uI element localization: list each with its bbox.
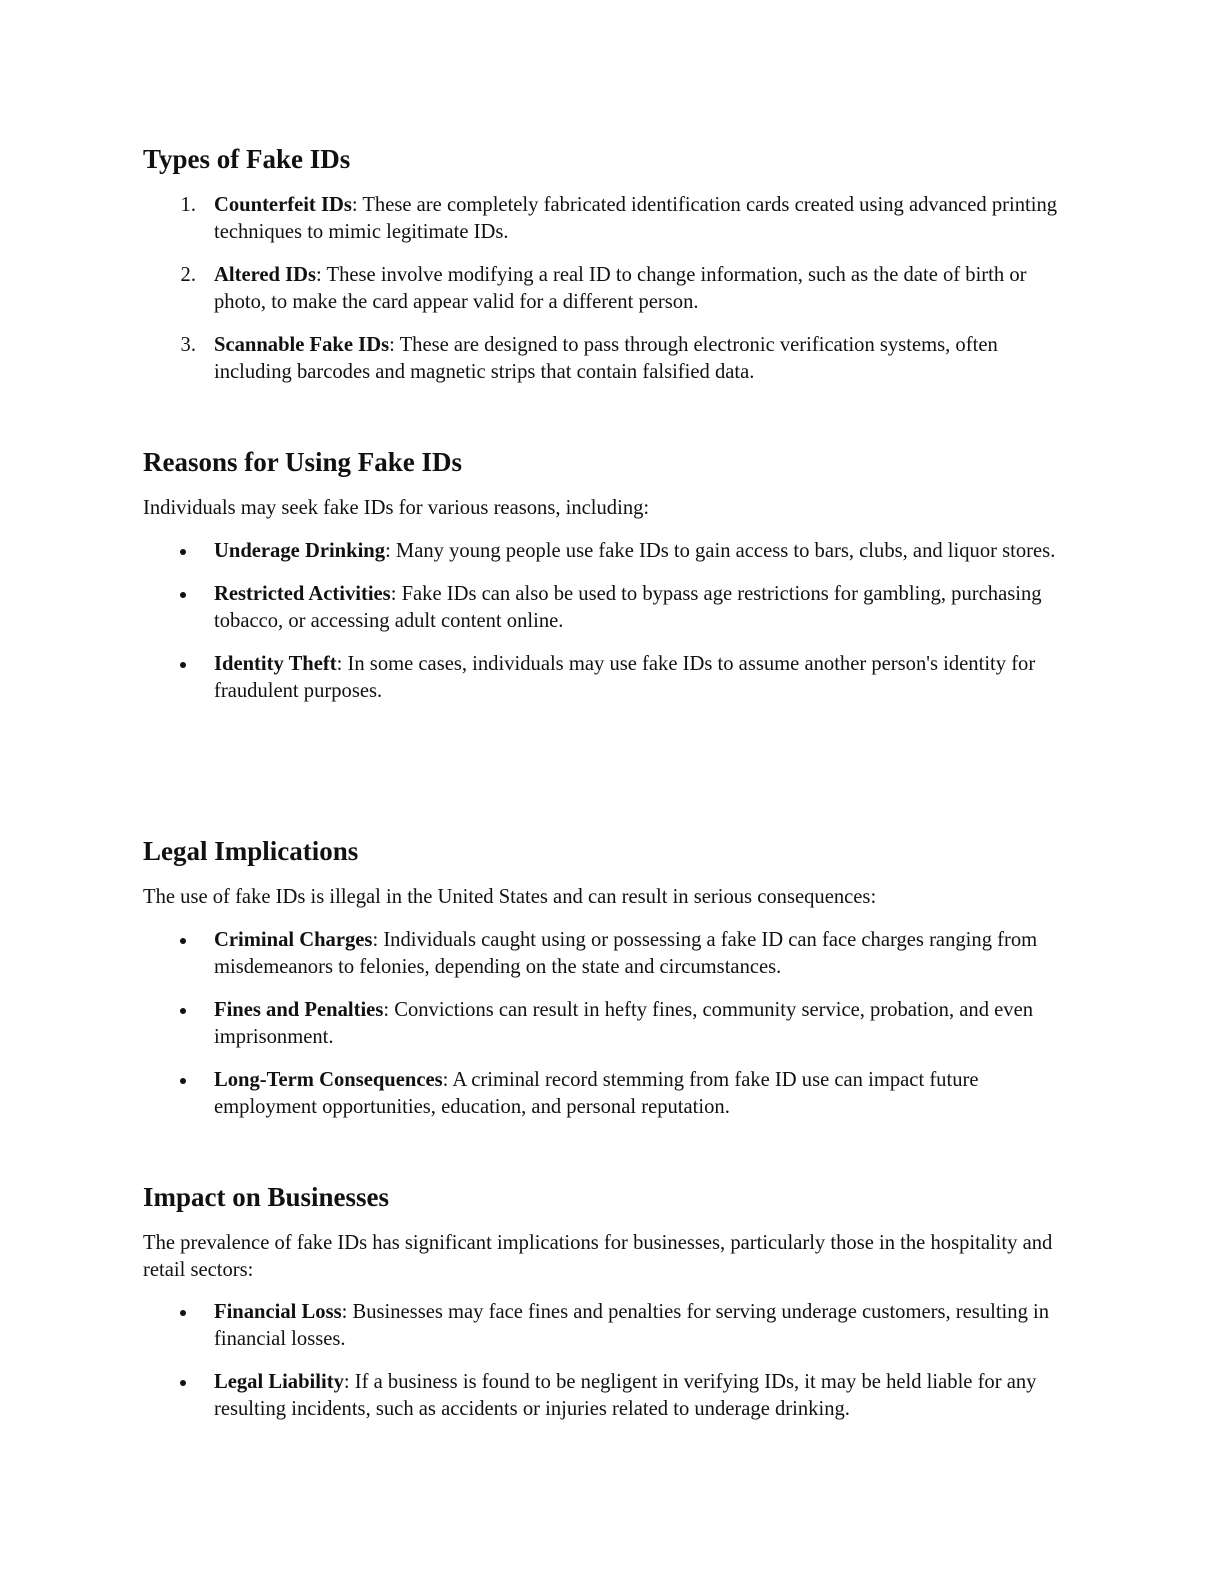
bullet-icon: [180, 1380, 186, 1386]
bullet-list-business: [0, 1299, 1064, 1439]
list-item-text: : These are completely fabricated identification cards created using advanced printing techniques to mimic legitimate IDs.: [214, 194, 1058, 243]
bullet-icon: [180, 938, 186, 944]
bullet-icon: [180, 1008, 186, 1014]
bullet-icon: [180, 1078, 186, 1084]
section-intro: The prevalence of fake IDs has significant implications for businesses, particularly those in the hospitality and retail sectors:: [143, 1232, 1053, 1281]
bullet-icon: [180, 662, 186, 668]
section-heading-types: Types of Fake IDs: [143, 144, 351, 174]
list-item-term: Underage Drinking: [214, 540, 386, 562]
list-item-text: : Individuals caught using or possessing a fake ID can face charges ranging from misdemeanors to felonies, depending on the state and circumstances.: [214, 929, 1038, 978]
list-item: [0, 1369, 1064, 1423]
list-item-term: Scannable Fake IDs: [214, 334, 390, 356]
bullet-list-legal: [0, 927, 1064, 1137]
list-item-text: : These involve modifying a real ID to change information, such as the date of birth or photo, to make the card appear valid for a different person.: [214, 264, 1027, 313]
list-item-term: Financial Loss: [214, 1301, 342, 1323]
list-item-text: : If a business is found to be negligent in verifying IDs, it may be held liable for any resulting incidents, such as accidents or injuries related to underage drinking.: [214, 1371, 1037, 1420]
bullet-icon: [180, 592, 186, 598]
list-item: [0, 581, 1064, 635]
list-item: [0, 262, 1064, 316]
list-number: 1.: [180, 194, 196, 216]
list-item-term: Long-Term Consequences: [214, 1069, 443, 1091]
list-item: [0, 192, 1064, 246]
list-item-text: : Convictions can result in hefty fines, community service, probation, and even imprisonment.: [214, 999, 1034, 1048]
bullet-list-reasons: [0, 538, 1064, 721]
list-item: [0, 927, 1064, 981]
section-heading-legal: Legal Implications: [143, 836, 359, 866]
list-item-term: Altered IDs: [214, 264, 317, 286]
list-item-term: Criminal Charges: [214, 929, 373, 951]
list-item-text: : A criminal record stemming from fake ID use can impact future employment opportunities, education, and personal reputation.: [214, 1069, 979, 1118]
list-item-term: Fines and Penalties: [214, 999, 384, 1021]
list-item-term: Identity Theft: [214, 653, 337, 675]
list-item: [0, 1067, 1064, 1121]
list-item-text: : Fake IDs can also be used to bypass age restrictions for gambling, purchasing tobacco, or accessing adult content online.: [214, 583, 1042, 632]
list-number: 3.: [180, 334, 196, 356]
list-item: [0, 538, 1064, 565]
numbered-list-types: [0, 192, 1064, 402]
bullet-icon: [180, 549, 186, 555]
list-item: [0, 651, 1064, 705]
list-item-text: : Many young people use fake IDs to gain access to bars, clubs, and liquor stores.: [385, 540, 1056, 562]
list-item-text: : These are designed to pass through electronic verification systems, often including barcodes and magnetic strips that contain falsified data.: [214, 334, 998, 383]
list-item: [0, 997, 1064, 1051]
list-item-term: Legal Liability: [214, 1371, 344, 1393]
section-intro: The use of fake IDs is illegal in the United States and can result in serious consequences:: [143, 886, 877, 908]
bullet-icon: [180, 1310, 186, 1316]
list-item-term: Counterfeit IDs: [214, 194, 352, 216]
section-heading-reasons: Reasons for Using Fake IDs: [143, 447, 463, 477]
list-item: [0, 332, 1064, 386]
list-number: 2.: [180, 264, 196, 286]
section-intro: Individuals may seek fake IDs for various reasons, including:: [143, 497, 650, 519]
section-heading-business: Impact on Businesses: [143, 1182, 390, 1212]
list-item-text: : Businesses may face fines and penalties for serving underage customers, resulting in financial losses.: [214, 1301, 1050, 1350]
list-item-text: : In some cases, individuals may use fake IDs to assume another person's identity for fraudulent purposes.: [214, 653, 1036, 702]
list-item: [0, 1299, 1064, 1353]
list-item-term: Restricted Activities: [214, 583, 391, 605]
